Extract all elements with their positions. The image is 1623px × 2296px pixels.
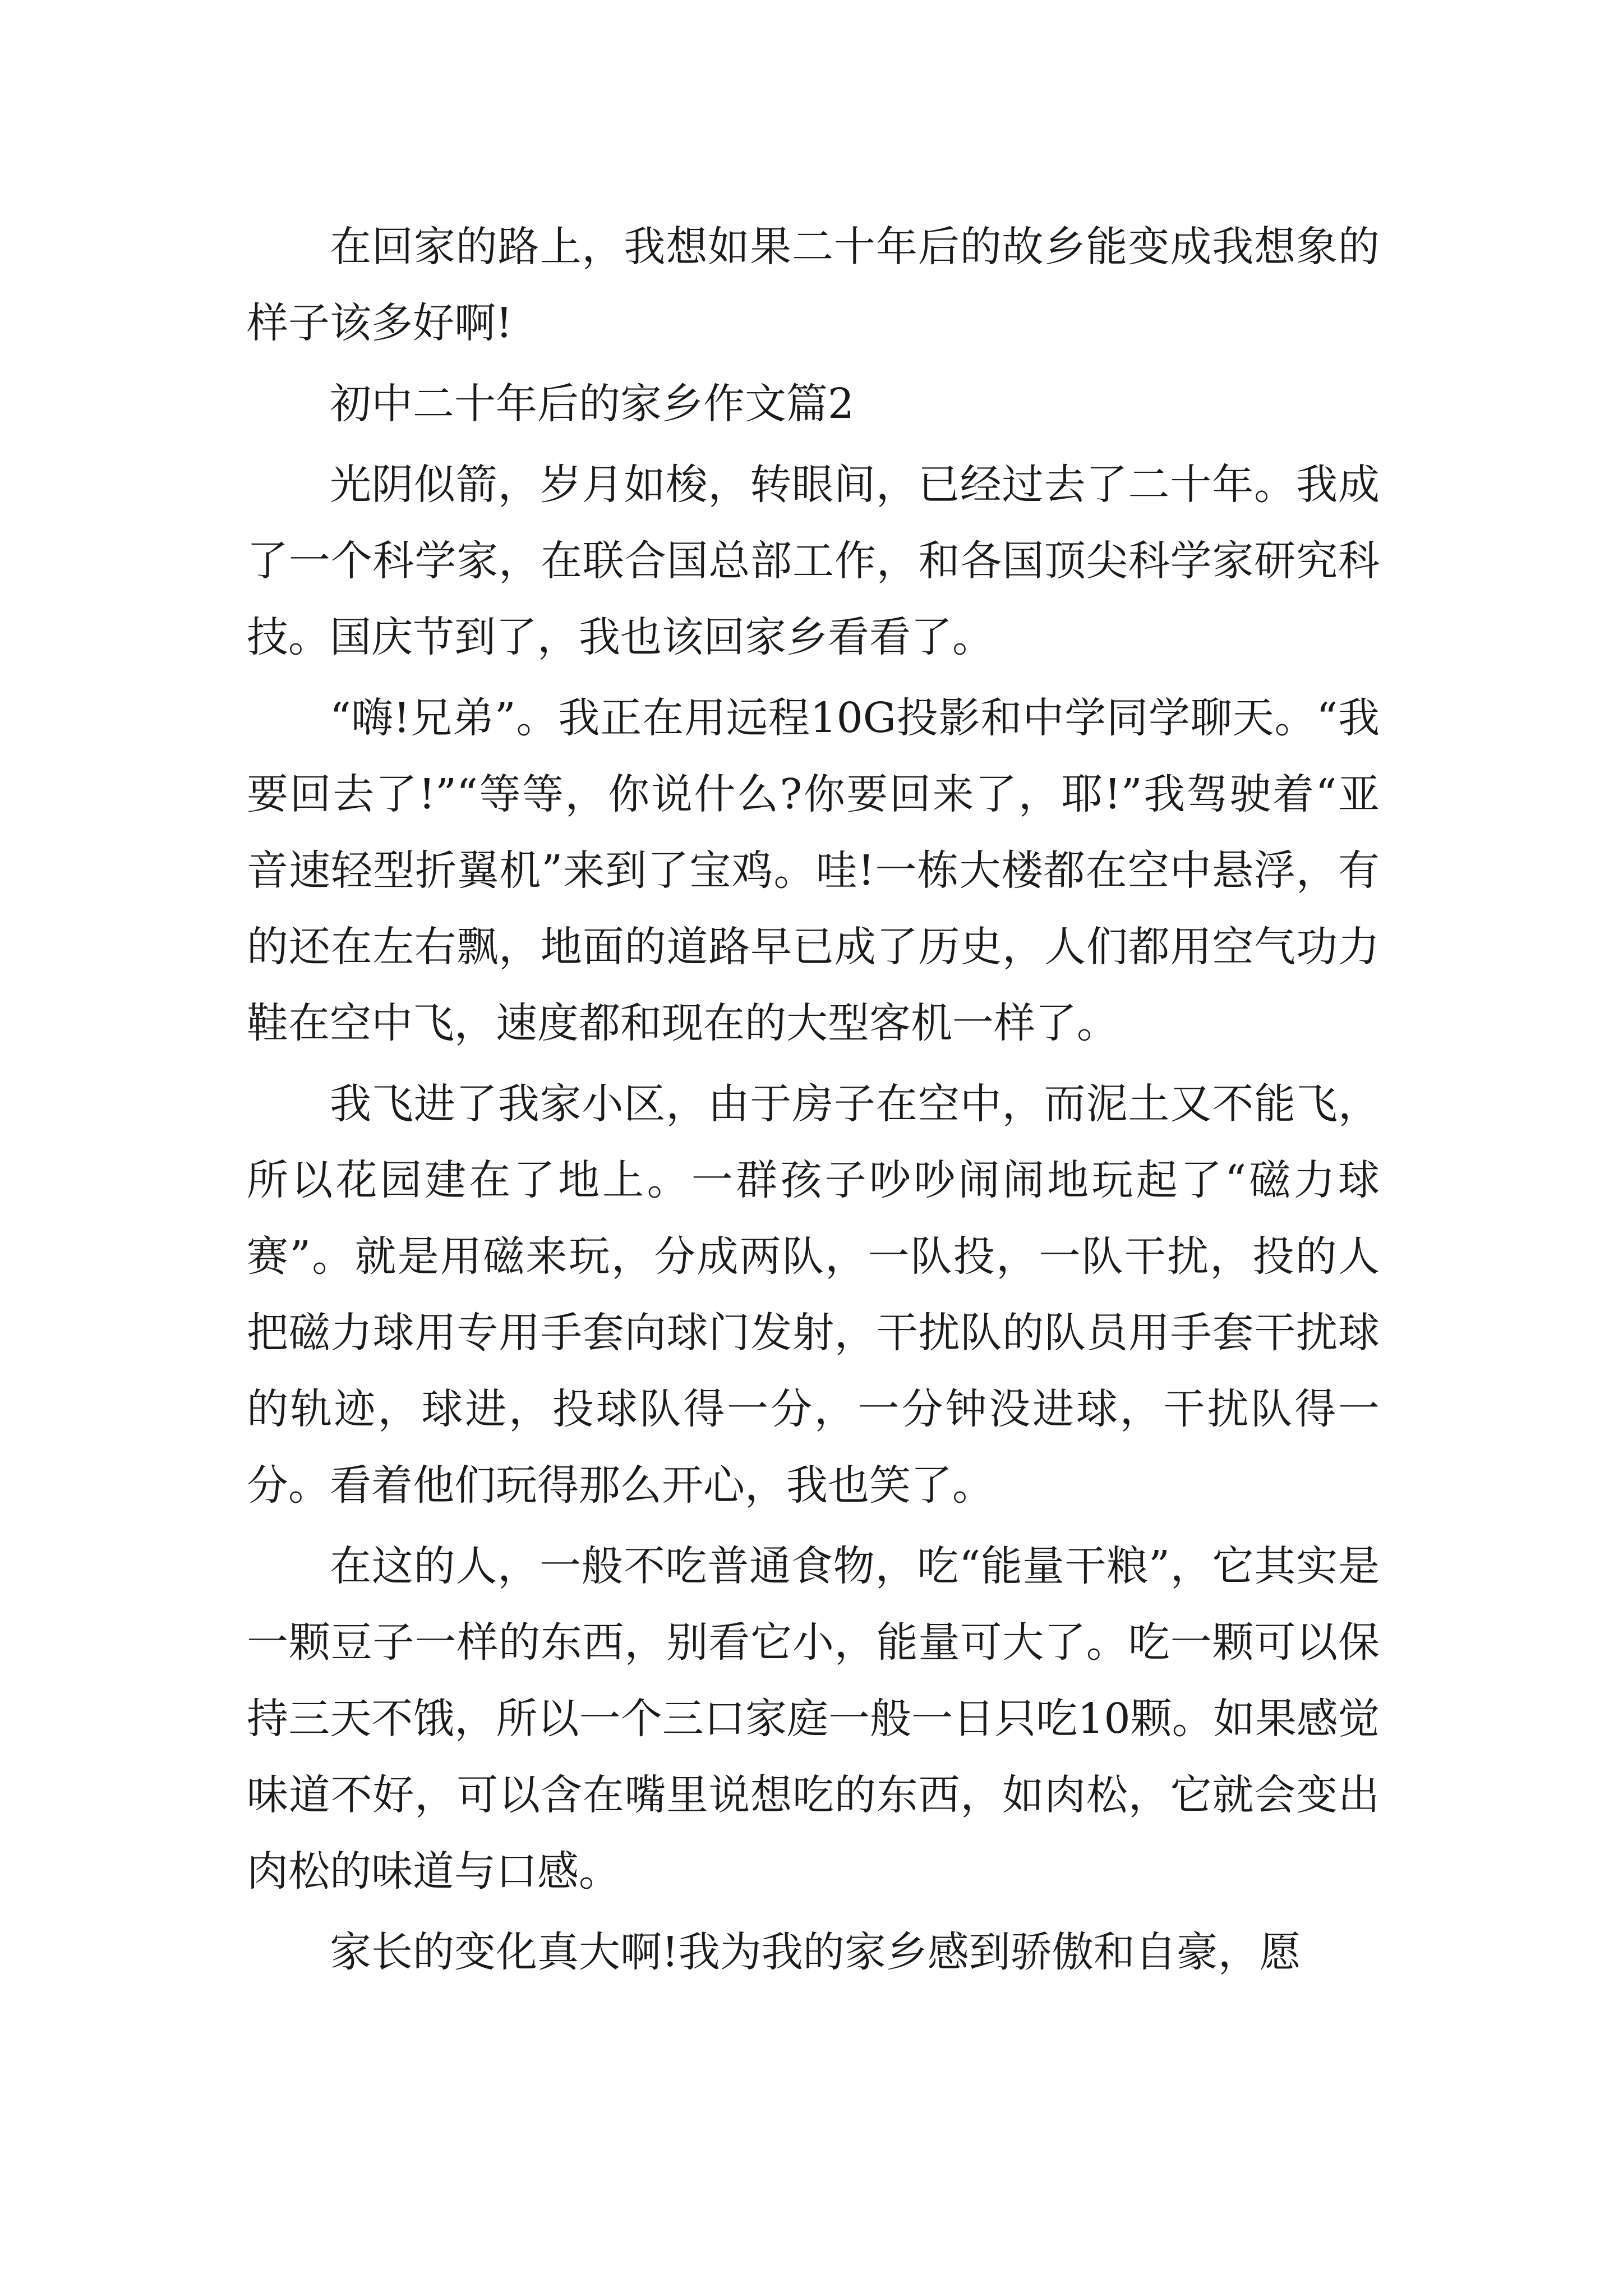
paragraph-intro: 光阴似箭，岁月如梭，转眼间，已经过去了二十年。我成了一个科学家，在联合国总部工作，和各国顶尖科学家研究科技。国庆节到了，我也该回家乡看看了。 [247, 461, 1380, 661]
paragraph-food: 在这的人，一般不吃普通食物，吃“能量干粮”，它其实是一颗豆子一样的东西，别看它小，能量可大了。吃一颗可以保持三天不饿，所以一个三口家庭一般一日只吃10颗。如果感觉味道不好，可以含在嘴里说想吃的东西，如肉松，它就会变出肉松的味道与口感。 [247, 1542, 1380, 1895]
paragraph-arrival: “嗨!兄弟”。我正在用远程10G投影和中学同学聊天。“我要回去了!”“等等，你说什么?你要回来了，耶!”我驾驶着“亚音速轻型折翼机”来到了宝鸡。哇!一栋大楼都在空中悬浮，有的还在左右飘，地面的道路早已成了历史，人们都用空气功力鞋在空中飞，速度都和现在的大型客机一样了。 [247, 694, 1380, 1047]
article-body [247, 209, 1380, 1995]
paragraph-conclusion: 家长的变化真大啊!我为我的家乡感到骄傲和自豪，愿 [330, 1928, 1301, 1976]
paragraph-neighborhood: 我飞进了我家小区，由于房子在空中，而泥土又不能飞，所以花园建在了地上。一群孩子吵吵闹闹地玩起了“磁力球赛”。就是用磁来玩，分成两队，一队投，一队干扰，投的人把磁力球用专用手套向球门发射，干扰队的队员用手套干扰球的轨迹，球进，投球队得一分，一分钟没进球，干扰队得一分。看着他们玩得那么开心，我也笑了。 [247, 1080, 1380, 1510]
section-heading: 初中二十年后的家乡作文篇2 [330, 380, 855, 428]
paragraph-closing-previous: 在回家的路上，我想如果二十年后的故乡能变成我想象的样子该多好啊! [247, 223, 1380, 347]
